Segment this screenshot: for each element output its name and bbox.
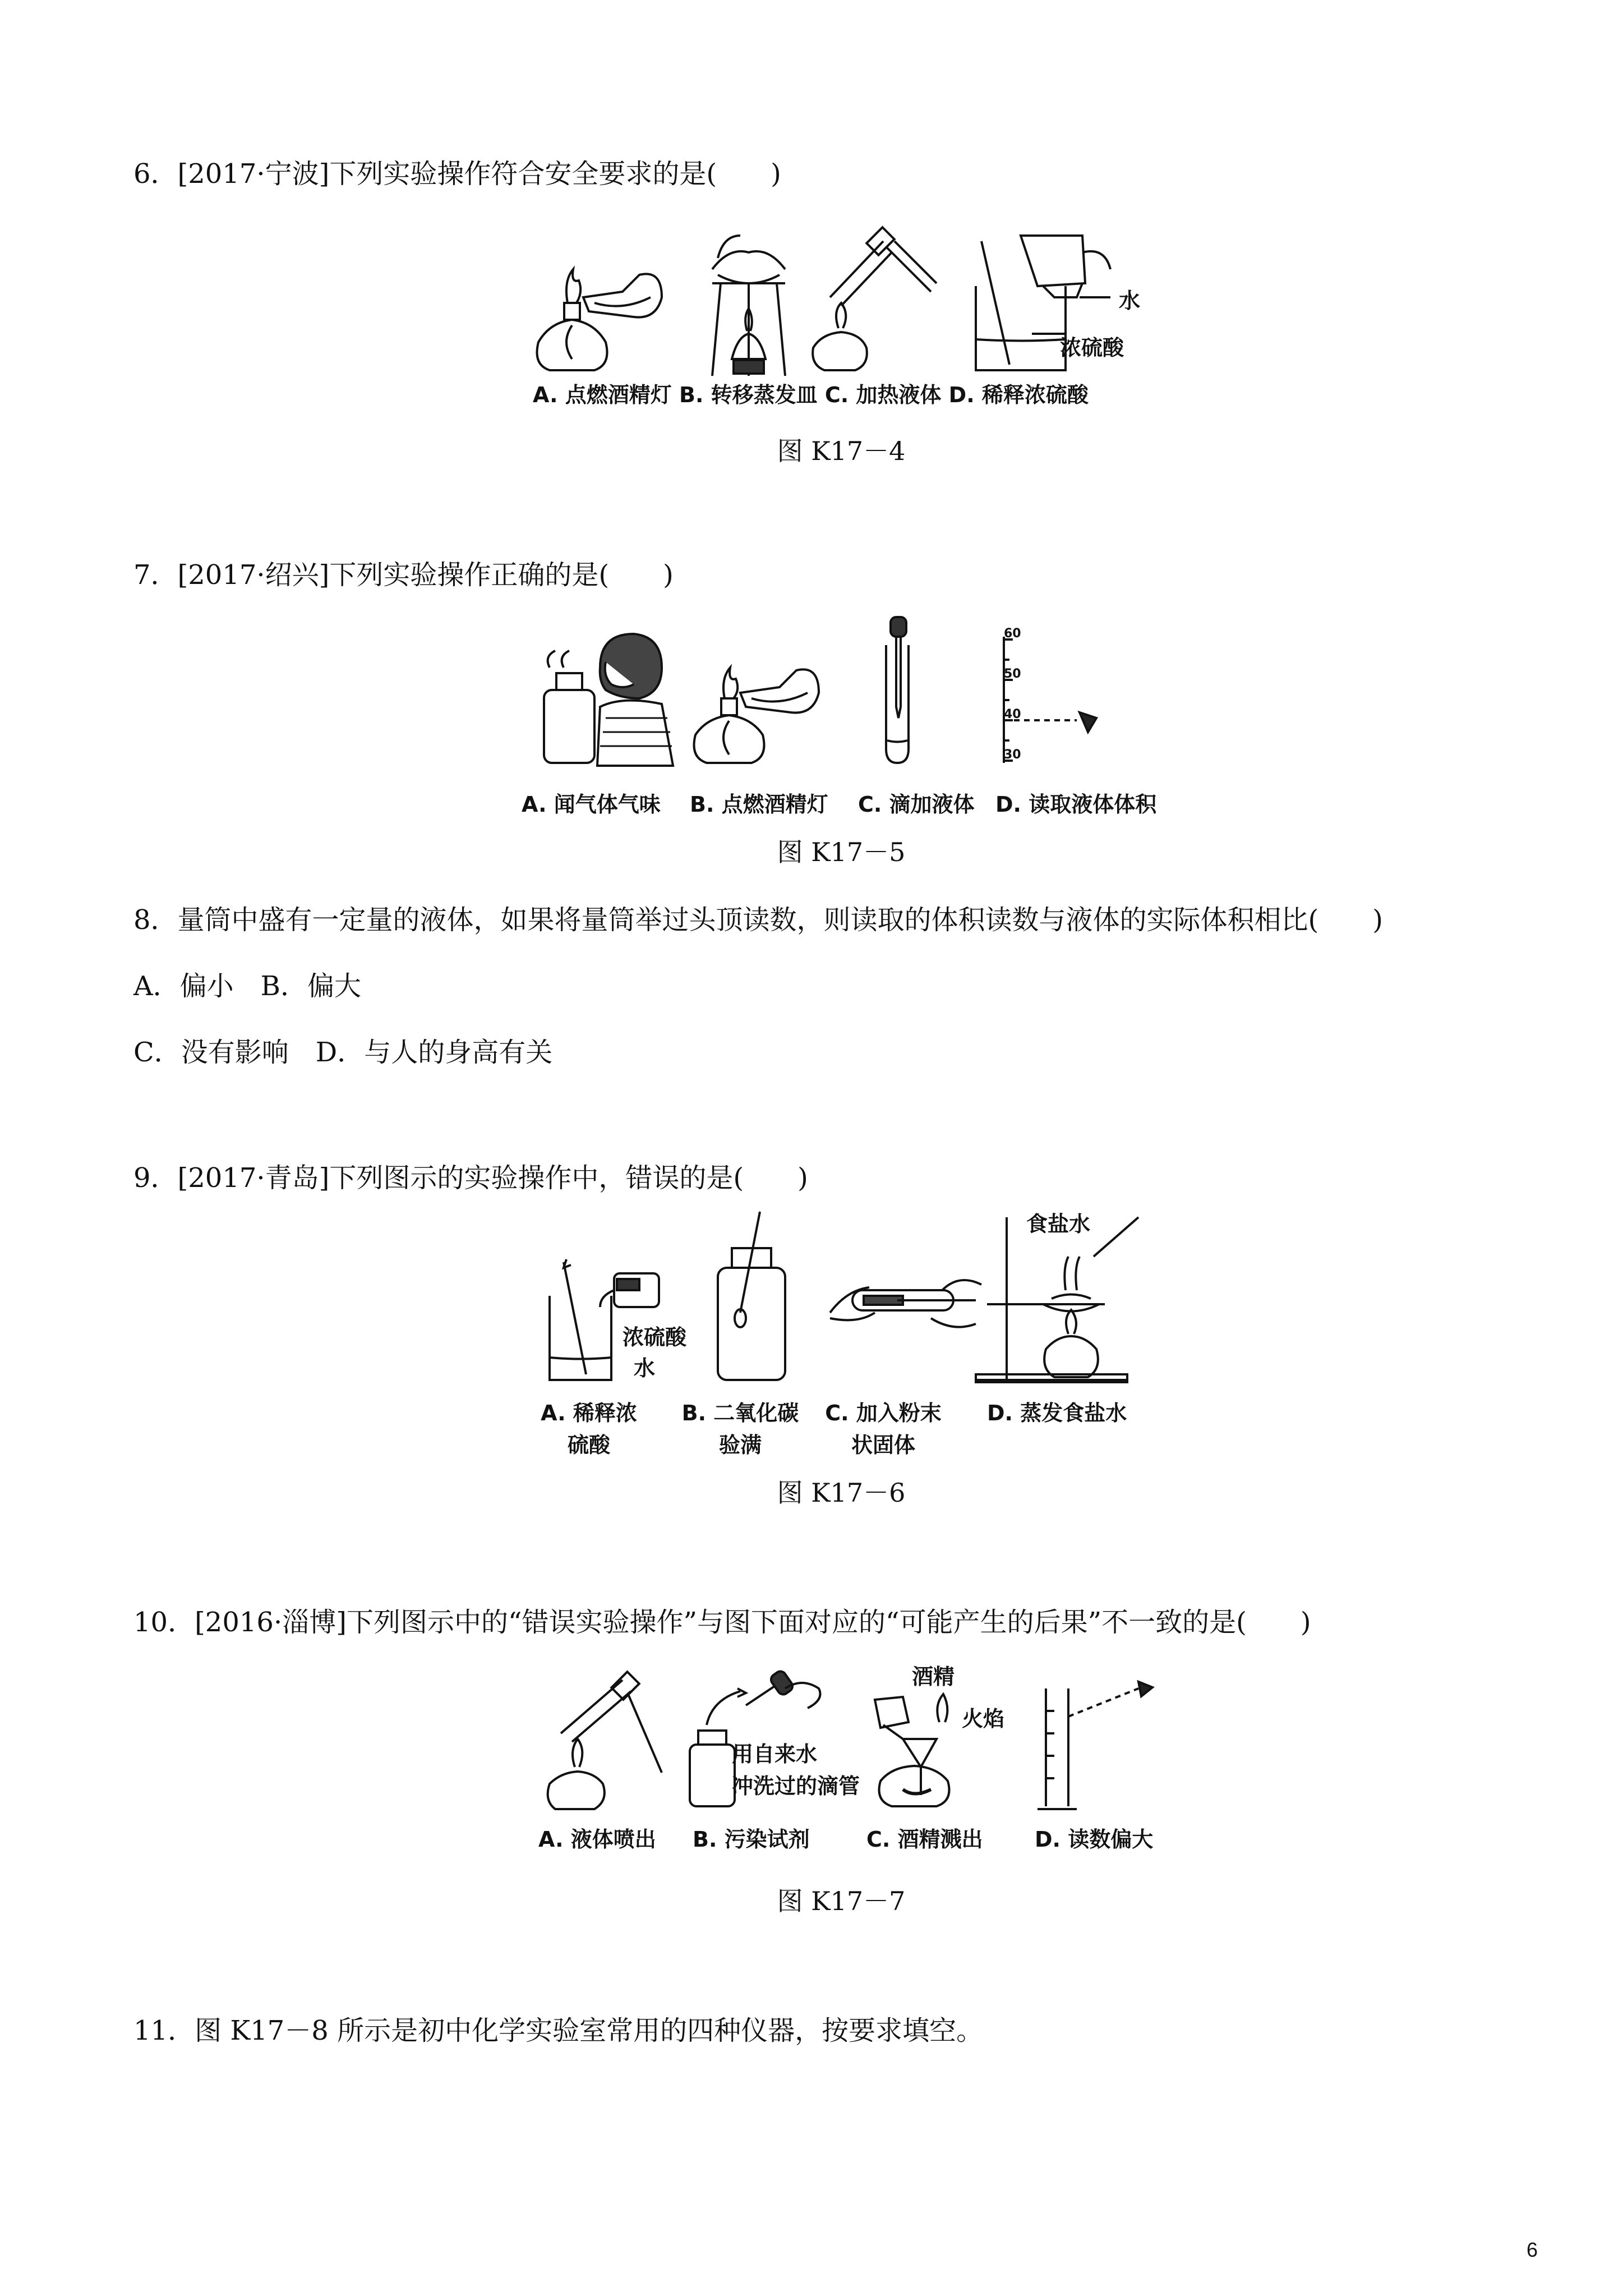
option-c-label: C. 滴加液体 xyxy=(858,792,975,817)
tripod-evaporating-dish-illustration xyxy=(712,236,785,376)
concentrated-acid-label: 浓硫酸 xyxy=(1060,335,1124,360)
option-a-line1: A. 稀释浓 xyxy=(541,1401,637,1425)
alcohol-spill-illustration xyxy=(875,1694,949,1806)
add-powder-illustration xyxy=(830,1280,981,1327)
figure-k17-7-caption: 图 K17－7 xyxy=(777,1886,906,1916)
alcohol-label: 酒精 xyxy=(912,1664,955,1689)
option-b-label: B. 点燃酒精灯 xyxy=(690,792,828,817)
question-10-text: 10．[2016·淄博]下列图示中的“错误实验操作”与图下面对应的“可能产生的后果”不一致的是( ) xyxy=(133,1607,1311,1638)
dropper-test-tube-illustration xyxy=(886,617,909,763)
co2-full-check-illustration xyxy=(718,1212,785,1380)
option-a-label: A. 闻气体气味 xyxy=(522,792,661,817)
question-6-text: 6．[2017·宁波]下列实验操作符合安全要求的是( ) xyxy=(133,158,781,190)
cylinder-tick-30: 30 xyxy=(1004,748,1021,762)
water-label-q9: 水 xyxy=(634,1356,656,1381)
option-c-label-q10: C. 酒精溅出 xyxy=(866,1827,983,1852)
page-number: 6 xyxy=(1526,2238,1538,2261)
question-11-text: 11．图 K17－8 所示是初中化学实验室常用的四种仪器，按要求填空。 xyxy=(133,2015,984,2046)
liquid-spray-illustration xyxy=(548,1672,662,1809)
cylinder-tick-40: 40 xyxy=(1004,707,1021,721)
water-label: 水 xyxy=(1119,288,1141,313)
figure-k17-4-options: A. 点燃酒精灯 B. 转移蒸发皿 C. 加热液体 D. 稀释浓硫酸 xyxy=(533,383,1089,407)
concentrated-acid-label-q9: 浓硫酸 xyxy=(623,1325,687,1350)
cylinder-tick-60: 60 xyxy=(1004,627,1021,641)
cylinder-downward-view-illustration xyxy=(1038,1682,1152,1809)
option-d-line1: D. 蒸发食盐水 xyxy=(987,1401,1127,1425)
option-c-line1: C. 加入粉末 xyxy=(825,1401,942,1425)
salt-water-label: 食盐水 xyxy=(1026,1212,1091,1236)
question-7-text: 7．[2017·绍兴]下列实验操作正确的是( ) xyxy=(133,559,674,591)
question-8-options-cd: C．没有影响 D．与人的身高有关 xyxy=(133,1037,553,1068)
option-b-line2: 验满 xyxy=(718,1433,762,1457)
smelling-gas-illustration xyxy=(544,634,673,766)
option-d-label-q10: D. 读数偏大 xyxy=(1035,1827,1154,1852)
heating-test-tube-illustration xyxy=(813,227,937,370)
dropper-note-line2: 冲洗过的滴管 xyxy=(732,1774,860,1798)
alcohol-lamp-lighting-illustration xyxy=(537,269,662,370)
option-c-line2: 状固体 xyxy=(851,1433,915,1457)
question-9-text: 9．[2017·青岛]下列图示的实验操作中，错误的是( ) xyxy=(133,1162,808,1194)
cylinder-reading-illustration xyxy=(1004,637,1096,763)
figure-k17-4-caption: 图 K17－4 xyxy=(777,436,906,466)
question-8-text: 8．量筒中盛有一定量的液体，如果将量筒举过头顶读数，则读取的体积读数与液体的实际体积相比( ) xyxy=(133,904,1383,936)
evaporation-setup-illustration xyxy=(976,1217,1138,1382)
flame-label: 火焰 xyxy=(962,1706,1005,1731)
cylinder-tick-50: 50 xyxy=(1004,667,1021,681)
figure-k17-5 xyxy=(522,628,1150,769)
option-b-label-q10: B. 污染试剂 xyxy=(693,1827,810,1852)
alcohol-lamp-lighting-illustration xyxy=(694,668,819,763)
question-8-options-ab: A．偏小 B．偏大 xyxy=(133,970,361,1002)
figure-k17-6-caption: 图 K17－6 xyxy=(777,1478,906,1508)
option-a-line2: 硫酸 xyxy=(567,1433,610,1457)
option-b-line1: B. 二氧化碳 xyxy=(681,1401,799,1425)
option-a-label-q10: A. 液体喷出 xyxy=(538,1827,656,1852)
option-d-label: D. 读取液体体积 xyxy=(995,792,1157,817)
dropper-note-line1: 用自来水 xyxy=(732,1742,818,1766)
figure-k17-5-caption: 图 K17－5 xyxy=(777,837,906,867)
